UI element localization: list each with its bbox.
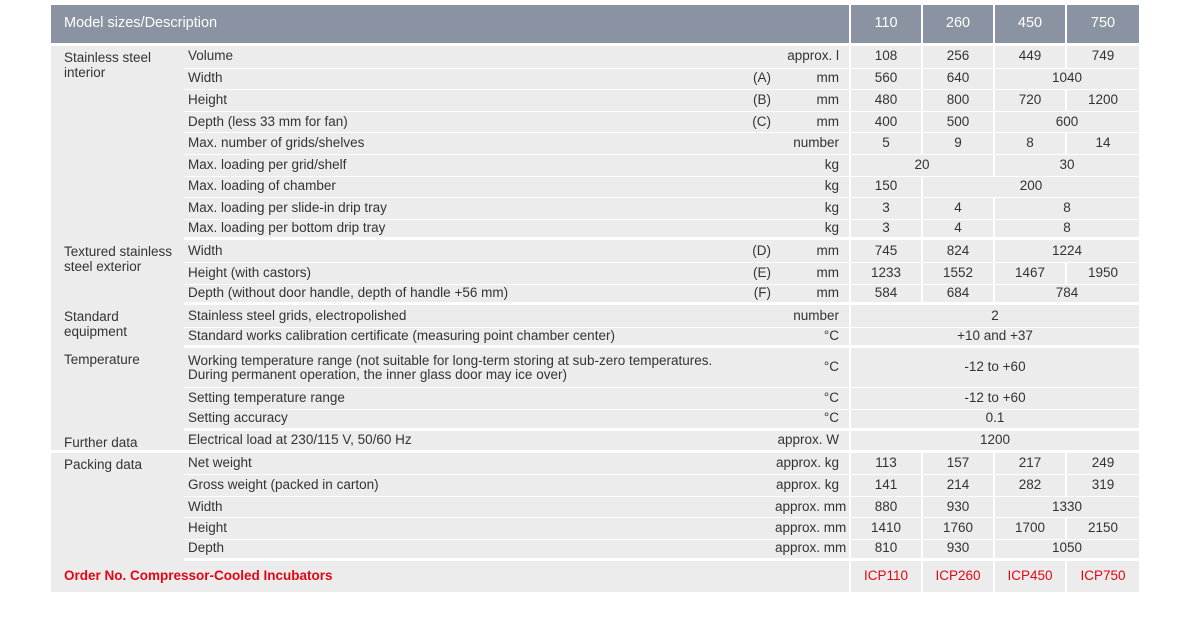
header-size-110: 110	[849, 5, 921, 46]
parameter-label: Max. loading of chamber	[184, 176, 739, 198]
dimension-letter: (A)	[739, 68, 775, 90]
dimension-letter: (C)	[739, 111, 775, 133]
parameter-label: Width	[184, 240, 739, 262]
parameter-label: Gross weight (packed in carton)	[184, 474, 739, 496]
value-cell: 200	[921, 176, 1139, 198]
parameter-label: Electrical load at 230/115 V, 50/60 Hz	[184, 431, 739, 453]
order-number: ICP450	[993, 561, 1065, 592]
order-number: ICP110	[849, 561, 921, 592]
value-cell: 4	[921, 219, 993, 241]
unit-label: approx. W	[775, 431, 849, 453]
spec-row	[51, 284, 1139, 306]
dimension-letter	[739, 539, 775, 561]
value-cell: 810	[849, 539, 921, 561]
unit-label: approx. l	[775, 46, 849, 68]
parameter-label: Max. loading per grid/shelf	[184, 154, 739, 176]
value-cell: -12 to +60	[849, 348, 1139, 387]
parameter-label: Max. loading per slide-in drip tray	[184, 197, 739, 219]
header-row	[51, 5, 1139, 46]
spec-row	[51, 539, 1139, 561]
value-cell: 1700	[993, 517, 1065, 539]
parameter-label: Width	[184, 496, 739, 518]
parameter-label	[184, 348, 739, 387]
spec-row	[51, 305, 1139, 327]
spec-row	[51, 176, 1139, 198]
value-cell: 824	[921, 240, 993, 262]
spec-row	[51, 474, 1139, 496]
value-cell: 1200	[1065, 89, 1139, 111]
spec-row	[51, 219, 1139, 241]
spec-row	[51, 154, 1139, 176]
spec-row	[51, 409, 1139, 431]
dimension-letter	[739, 409, 775, 431]
unit-label: approx. mm	[775, 496, 849, 518]
dimension-letter	[739, 154, 775, 176]
dimension-letter	[739, 431, 775, 453]
unit-label: mm	[775, 284, 849, 306]
parameter-label: Max. loading per bottom drip tray	[184, 219, 739, 241]
value-cell: 282	[993, 474, 1065, 496]
value-cell: 4	[921, 197, 993, 219]
parameter-label: Height (with castors)	[184, 262, 739, 284]
spec-body	[51, 46, 1139, 592]
value-cell: 150	[849, 176, 921, 198]
group-label: Further data	[51, 431, 184, 453]
value-cell: 1552	[921, 262, 993, 284]
value-cell: 1224	[993, 240, 1139, 262]
value-cell: 3	[849, 197, 921, 219]
parameter-label: Setting accuracy	[184, 409, 739, 431]
spec-row	[51, 68, 1139, 90]
parameter-label: Depth (less 33 mm for fan)	[184, 111, 739, 133]
unit-label: mm	[775, 68, 849, 90]
parameter-line: During permanent operation, the inner glass door may ice over)	[188, 366, 567, 382]
dimension-letter	[739, 327, 775, 349]
header-size-750: 750	[1065, 5, 1139, 46]
spec-row	[51, 387, 1139, 409]
value-cell: 1467	[993, 262, 1065, 284]
spec-row	[51, 46, 1139, 68]
value-cell: 1950	[1065, 262, 1139, 284]
value-cell: 319	[1065, 474, 1139, 496]
value-cell: 1233	[849, 262, 921, 284]
order-number: ICP750	[1065, 561, 1139, 592]
value-cell: 720	[993, 89, 1065, 111]
value-cell: 449	[993, 46, 1065, 68]
group-label: Textured stainless steel exterior	[51, 240, 184, 305]
value-cell: 249	[1065, 453, 1139, 475]
parameter-label: Stainless steel grids, electropolished	[184, 305, 739, 327]
unit-label: approx. mm	[775, 539, 849, 561]
header-size-450: 450	[993, 5, 1065, 46]
value-cell: 560	[849, 68, 921, 90]
spec-row	[51, 111, 1139, 133]
value-cell: 930	[921, 539, 993, 561]
order-number: ICP260	[921, 561, 993, 592]
unit-label: °C	[775, 409, 849, 431]
value-cell: +10 and +37	[849, 327, 1139, 349]
value-cell: 1050	[993, 539, 1139, 561]
dimension-letter	[739, 305, 775, 327]
parameter-label: Height	[184, 517, 739, 539]
spec-row	[51, 431, 1139, 453]
spec-table	[51, 5, 1139, 592]
value-cell: 640	[921, 68, 993, 90]
header-description: Model sizes/Description	[51, 5, 849, 46]
group-label: Stainless steel interior	[51, 46, 184, 240]
group-label: Standard equipment	[51, 305, 184, 348]
value-cell: 880	[849, 496, 921, 518]
unit-label: mm	[775, 240, 849, 262]
value-cell: 141	[849, 474, 921, 496]
unit-label: approx. mm	[775, 517, 849, 539]
value-cell: 500	[921, 111, 993, 133]
spec-row	[51, 517, 1139, 539]
value-cell: 256	[921, 46, 993, 68]
value-cell: 8	[993, 132, 1065, 154]
value-cell: 9	[921, 132, 993, 154]
dimension-letter	[739, 387, 775, 409]
parameter-label: Height	[184, 89, 739, 111]
value-cell: 8	[993, 197, 1139, 219]
spec-row	[51, 262, 1139, 284]
value-cell: 749	[1065, 46, 1139, 68]
unit-label: mm	[775, 262, 849, 284]
parameter-label: Volume	[184, 46, 739, 68]
unit-label: mm	[775, 89, 849, 111]
spec-row	[51, 89, 1139, 111]
spec-row	[51, 132, 1139, 154]
value-cell: 800	[921, 89, 993, 111]
dimension-letter	[739, 132, 775, 154]
value-cell: 745	[849, 240, 921, 262]
group-label: Temperature	[51, 348, 184, 430]
spec-row	[51, 327, 1139, 349]
value-cell: 400	[849, 111, 921, 133]
value-cell: 2150	[1065, 517, 1139, 539]
unit-label: °C	[775, 387, 849, 409]
value-cell: -12 to +60	[849, 387, 1139, 409]
unit-label: approx. kg	[775, 453, 849, 475]
dimension-letter	[739, 219, 775, 241]
value-cell: 584	[849, 284, 921, 306]
value-cell: 930	[921, 496, 993, 518]
spec-row	[51, 197, 1139, 219]
dimension-letter	[739, 176, 775, 198]
value-cell: 600	[993, 111, 1139, 133]
parameter-label: Depth (without door handle, depth of handle +56 mm)	[184, 284, 739, 306]
dimension-letter: (B)	[739, 89, 775, 111]
order-row	[51, 561, 1139, 592]
value-cell: 784	[993, 284, 1139, 306]
value-cell: 1410	[849, 517, 921, 539]
dimension-letter	[739, 474, 775, 496]
parameter-label: Net weight	[184, 453, 739, 475]
value-cell: 20	[849, 154, 993, 176]
parameter-label: Depth	[184, 539, 739, 561]
spec-row	[51, 496, 1139, 518]
value-cell: 108	[849, 46, 921, 68]
unit-label: number	[775, 305, 849, 327]
value-cell: 2	[849, 305, 1139, 327]
value-cell: 30	[993, 154, 1139, 176]
unit-label: kg	[775, 176, 849, 198]
parameter-label: Setting temperature range	[184, 387, 739, 409]
parameter-label: Standard works calibration certificate (measuring point chamber center)	[184, 327, 739, 349]
dimension-letter: (F)	[739, 284, 775, 306]
value-cell: 684	[921, 284, 993, 306]
dimension-letter	[739, 496, 775, 518]
value-cell: 1330	[993, 496, 1139, 518]
parameter-line: Working temperature range (not suitable for long-term storing at sub-zero temperatures.	[188, 353, 713, 369]
spec-row	[51, 240, 1139, 262]
value-cell: 14	[1065, 132, 1139, 154]
value-cell: 113	[849, 453, 921, 475]
value-cell: 214	[921, 474, 993, 496]
dimension-letter	[739, 517, 775, 539]
value-cell: 8	[993, 219, 1139, 241]
unit-label: number	[775, 132, 849, 154]
value-cell: 1040	[993, 68, 1139, 90]
value-cell: 0.1	[849, 409, 1139, 431]
spec-row	[51, 453, 1139, 475]
unit-label: mm	[775, 111, 849, 133]
parameter-label: Max. number of grids/shelves	[184, 132, 739, 154]
dimension-letter: (E)	[739, 262, 775, 284]
unit-label: °C	[775, 348, 849, 387]
group-label: Packing data	[51, 453, 184, 561]
value-cell: 217	[993, 453, 1065, 475]
value-cell: 1760	[921, 517, 993, 539]
dimension-letter	[739, 197, 775, 219]
dimension-letter: (D)	[739, 240, 775, 262]
value-cell: 3	[849, 219, 921, 241]
unit-label: kg	[775, 197, 849, 219]
value-cell: 1200	[849, 431, 1139, 453]
dimension-letter	[739, 46, 775, 68]
value-cell: 157	[921, 453, 993, 475]
dimension-letter	[739, 348, 775, 387]
order-label: Order No. Compressor-Cooled Incubators	[51, 561, 849, 592]
spec-row	[51, 348, 1139, 387]
dimension-letter	[739, 453, 775, 475]
unit-label: kg	[775, 219, 849, 241]
value-cell: 5	[849, 132, 921, 154]
unit-label: °C	[775, 327, 849, 349]
unit-label: approx. kg	[775, 474, 849, 496]
unit-label: kg	[775, 154, 849, 176]
header-size-260: 260	[921, 5, 993, 46]
parameter-label: Width	[184, 68, 739, 90]
value-cell: 480	[849, 89, 921, 111]
